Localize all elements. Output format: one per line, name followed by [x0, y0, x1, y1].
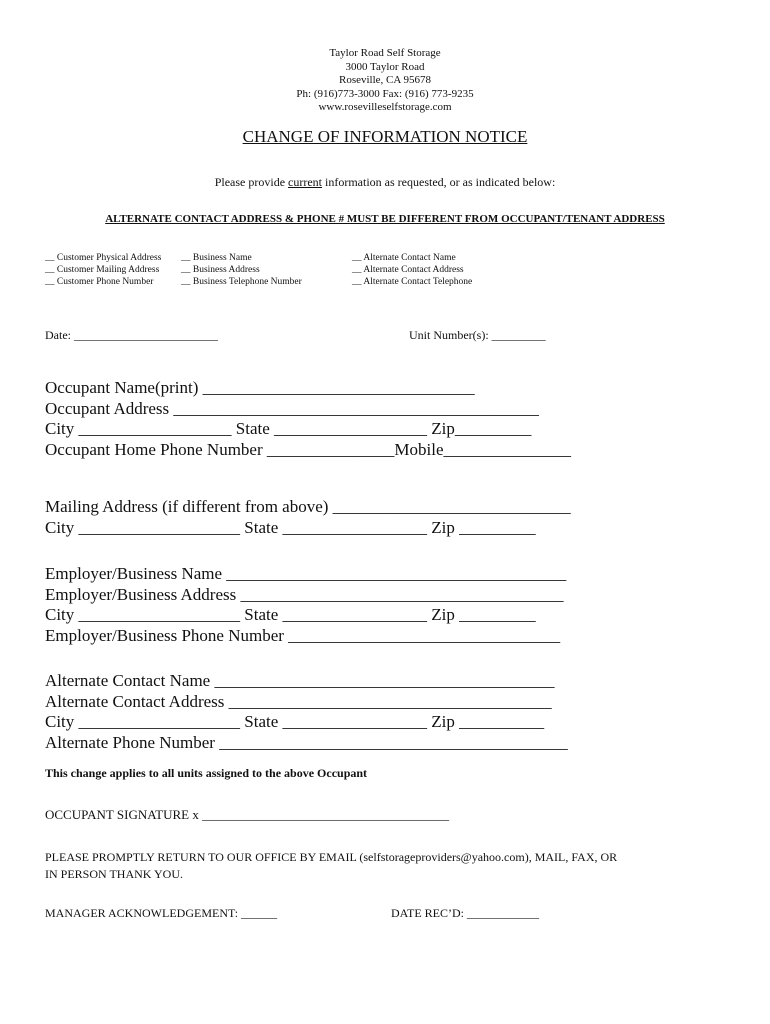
occupant-address-field[interactable]: Occupant Address ___________________________________________	[45, 398, 539, 418]
employer-section	[45, 564, 566, 646]
manager-acknowledgement-field[interactable]: MANAGER ACKNOWLEDGEMENT: ______	[45, 906, 278, 920]
instruction-before: Please provide	[214, 175, 289, 189]
employer-city-state-zip-field[interactable]: City ___________________ State _________________ Zip _________	[45, 605, 536, 625]
instruction-underlined: current	[288, 175, 323, 189]
return-note-line: PLEASE PROMPTLY RETURN TO OUR OFFICE BY EMAIL (selfstorageproviders@yahoo.com), MAIL, FAX, OR	[45, 850, 618, 864]
checklist-item[interactable]: __ Business Telephone Number	[181, 277, 302, 287]
alternate-name-field[interactable]: Alternate Contact Name ________________________________________	[45, 671, 555, 690]
occupant-name-field[interactable]: Occupant Name(print) ________________________________	[45, 378, 475, 397]
alternate-contact-notice: ALTERNATE CONTACT ADDRESS & PHONE # MUST BE DIFFERENT FROM OCCUPANT/TENANT ADDRESS	[105, 213, 665, 225]
company-street: 3000 Taylor Road	[345, 60, 425, 73]
checklist-item[interactable]: __ Customer Physical Address	[45, 253, 162, 263]
checklist-item[interactable]: __ Business Name	[181, 253, 252, 263]
mailing-city-state-zip-field[interactable]: City ___________________ State _________________ Zip _________	[45, 517, 536, 537]
checklist-item[interactable]: __ Alternate Contact Name	[352, 253, 456, 263]
instruction-after: information as requested, or as indicated below:	[322, 175, 556, 189]
occupant-city-state-zip-field[interactable]: City __________________ State __________________ Zip_________	[45, 419, 532, 439]
employer-phone-field[interactable]: Employer/Business Phone Number ________________________________	[45, 625, 561, 645]
company-city: Roseville, CA 95678	[339, 74, 431, 86]
company-phone: Ph: (916)773-3000 Fax: (916) 773-9235	[296, 87, 474, 100]
occupant-phone-field[interactable]: Occupant Home Phone Number _______________Mobile_______________	[45, 439, 571, 459]
checklist-item[interactable]: __ Alternate Contact Telephone	[352, 277, 473, 287]
date-received-field[interactable]: DATE REC’D: ____________	[391, 906, 539, 920]
applies-note: This change applies to all units assigned to the above Occupant	[45, 766, 368, 780]
checklist-column-customer	[45, 252, 161, 288]
checklist-item[interactable]: __ Business Address	[181, 265, 260, 275]
occupant-section	[45, 378, 571, 460]
alternate-section	[45, 671, 568, 753]
return-note-line: IN PERSON THANK YOU.	[45, 867, 184, 881]
alternate-address-field[interactable]: Alternate Contact Address ______________________________________	[45, 691, 552, 711]
instruction-text	[0, 175, 770, 190]
checklist-item[interactable]: __ Alternate Contact Address	[352, 265, 464, 275]
unit-number-field[interactable]: Unit Number(s): _________	[409, 328, 546, 342]
employer-address-field[interactable]: Employer/Business Address ______________________________________	[45, 584, 564, 604]
alternate-phone-field[interactable]: Alternate Phone Number _________________________________________	[45, 732, 568, 752]
mailing-address-field[interactable]: Mailing Address (if different from above) ____________________________	[45, 497, 571, 516]
company-name: Taylor Road Self Storage	[329, 47, 441, 59]
alternate-city-state-zip-field[interactable]: City ___________________ State _________________ Zip __________	[45, 712, 545, 732]
occupant-signature-field[interactable]: OCCUPANT SIGNATURE x ______________________________________	[45, 807, 450, 822]
date-field[interactable]: Date: ________________________	[45, 328, 218, 342]
checklist-item[interactable]: __ Customer Mailing Address	[45, 265, 160, 275]
mailing-section	[45, 497, 571, 538]
company-website: www.rosevilleselfstorage.com	[318, 101, 452, 113]
checklist-column-business	[181, 252, 302, 288]
page-title: CHANGE OF INFORMATION NOTICE	[242, 127, 528, 146]
employer-name-field[interactable]: Employer/Business Name ________________________________________	[45, 564, 567, 583]
checklist-item[interactable]: __ Customer Phone Number	[45, 277, 154, 287]
checklist-column-alternate	[352, 252, 472, 288]
return-note	[45, 849, 617, 883]
